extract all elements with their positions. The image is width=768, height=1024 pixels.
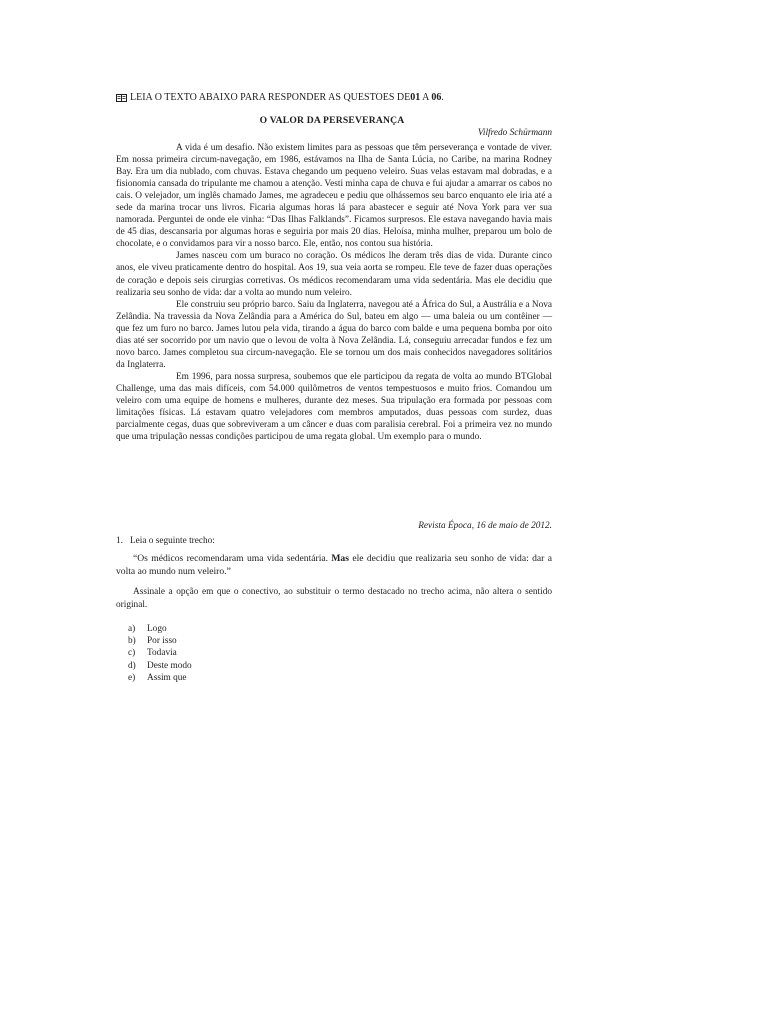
answer-option[interactable] [128,660,192,672]
open-book-icon [116,94,127,102]
option-text: Todavia [147,648,177,659]
question-heading: 1. Leia o seguinte trecho: [116,536,215,546]
instruction-text: LEIA O TEXTO ABAIXO PARA RESPONDER AS QUESTOES DE [130,92,411,103]
article-author: Vilfredo Schürmann [477,128,552,138]
article-body [116,142,552,443]
quote-after: ele decidiu que realizaria seu sonho de vida: dar a volta ao mundo num veleiro.” [116,553,552,577]
article-title: O VALOR DA PERSEVERANÇA [259,115,405,126]
article-paragraph: A vida é um desafio. Não existem limites para as pessoas que têm perseverança e vontade de viver. Em nossa primeira circum-navegação, em 1986, estávamos na Ilha de Santa Lúcia, no Caribe, na marina Rodney Bay. Era um dia nublado, com chuvas. Estava chegando um pequeno veleiro. Suas velas estavam mal dobradas, e a fisionomia cansada do tripulante me chamou a atenção. Vesti minha capa de chuva e fui ajudar a amarrar os cabos no cais. O velejador, um inglês chamado James, me agradeceu e pediu que olhássemos seu barco enquanto ele iria até a sede da marina trocar uns livros. Ficaria algumas horas lá para abastecer e seguir até Nova York para ver sua namorada. Perguntei de onde ele vinha: “Das Ilhas Falklands”. Ficamos surpresos. Ele estava navegando havia mais de 45 dias, descansaria por algumas horas e seguiria por mais 20 dias. Heloísa, minha mulher, preparou um bolo de chocolate, e o convidamos para vir a nosso barco. Ele, então, nos contou sua história. [116,143,552,250]
range-start: 01 [410,92,421,103]
option-text: Assim que [147,672,187,683]
quote-before: “Os médicos recomendaram uma vida sedentária. [133,553,332,564]
option-text: Deste modo [147,660,192,671]
answer-option[interactable] [128,623,192,635]
option-letter: b) [128,636,136,647]
answer-option[interactable] [128,647,192,659]
quote-highlight: Mas [331,553,349,564]
option-letter: e) [128,672,136,683]
reading-instruction [116,92,556,104]
option-letter: a) [128,624,136,634]
range-mid: A [420,92,432,103]
article-paragraph: Em 1996, para nossa surpresa, soubemos que ele participou da regata de volta ao mundo BTGlobal Challenge, uma das mais difíceis, com 54.000 quilômetros de ventos tempestuosos e muito frios. Comandou um veleiro com uma equipe de homens e mulheres, durante dez meses. Sua tripulação era formada por pessoas com limitações físicas. Lá estavam quatro velejadores com membros amputados, duas pessoas com surdez, duas parcialmente cegas, duas que sobreviveram a um câncer e duas com paralisia cerebral. Foi a primeira vez no mundo que uma tripulação nessas condições participou de uma regata global. Um exemplo para o mundo. [116,371,552,443]
prompt-text: Assinale a opção em que o conectivo, ao substituir o termo destacado no trecho acima, não altera o sentido original. [116,587,552,610]
article-paragraph: James nasceu com um buraco no coração. Os médicos lhe deram três dias de vida. Durante cinco anos, ele viveu praticamente dentro do hospital. Aos 19, sua veia aorta se rompeu. Ele teve de fazer duas operações de coração e depois seis cirurgias corretivas. Os médicos recomendaram uma vida sedentária. Mas ele decidiu que realizaria seu sonho de vida: dar a volta ao mundo num veleiro. [116,251,552,298]
question-quote [116,552,552,578]
option-letter: d) [128,660,136,671]
article-paragraph: Ele construiu seu próprio barco. Saiu da Inglaterra, navegou até a África do Sul, a Austrália e a Nova Zelândia. Na travessia da Nova Zelândia para a América do Sul, bateu em algo — uma baleia ou um contêiner — que fez um furo no barco. James lutou pela vida, tirando a água do barco com balde e uma pequena bomba por oito dias até ser socorrido por um navio que o levou de volta à Nova Zelândia. Lá, conseguiu arrecadar fundos e fez um novo barco. James completou sua circum-navegação. Ele se tornou um dos mais conhecidos navegadores solitários da Inglaterra. [116,299,552,370]
answer-options [128,623,192,684]
option-text: Logo [147,624,167,634]
question-prompt [116,586,552,611]
article-source: Revista Época, 16 de maio de 2012. [418,521,552,531]
option-letter: c) [128,648,136,659]
answer-option[interactable] [128,672,192,684]
range-end: 06 [431,92,442,103]
range-tail: . [441,92,444,103]
option-text: Por isso [147,636,177,647]
answer-option[interactable] [128,635,192,647]
